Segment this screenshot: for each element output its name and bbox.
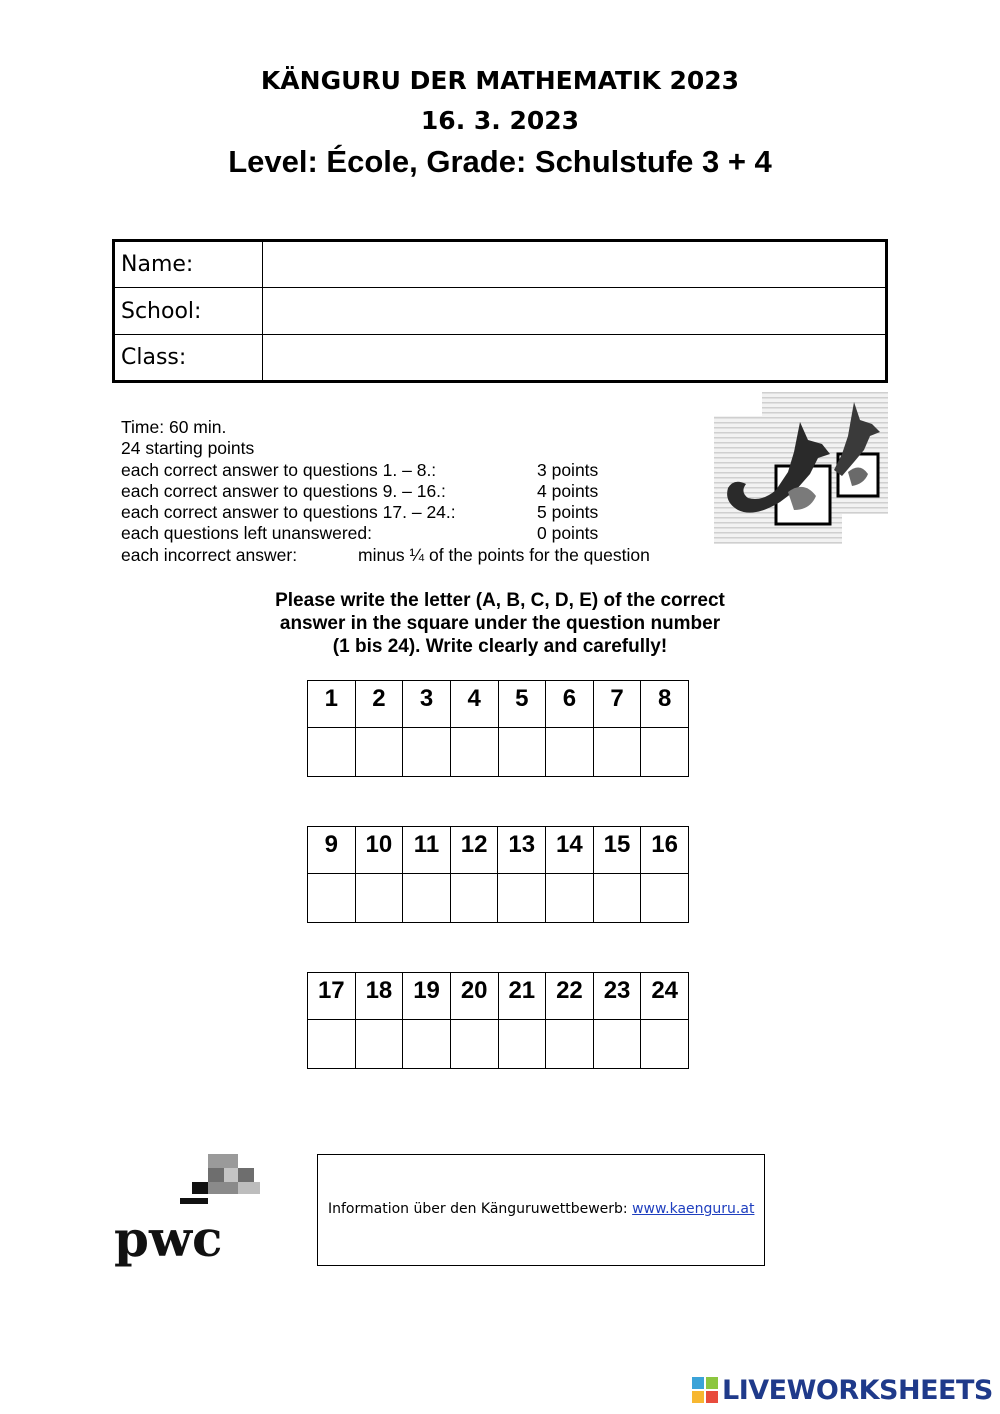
question-number: 16 xyxy=(641,827,689,874)
question-number: 17 xyxy=(308,973,356,1020)
rule-q9-16-points: 4 points xyxy=(537,480,599,501)
kaenguru-link[interactable]: www.kaenguru.at xyxy=(632,1201,755,1217)
question-number: 11 xyxy=(403,827,451,874)
kangaroo-logo-icon xyxy=(714,392,888,544)
answer-grid-1-8 xyxy=(307,680,689,777)
question-number: 4 xyxy=(450,681,498,728)
answer-box[interactable] xyxy=(450,728,498,777)
answer-box[interactable] xyxy=(593,728,641,777)
rule-q17-24: each correct answer to questions 17. – 24.: xyxy=(121,502,456,523)
info-text xyxy=(328,1201,754,1217)
student-info-table xyxy=(112,239,888,383)
answer-box[interactable] xyxy=(308,874,356,923)
question-number: 6 xyxy=(546,681,594,728)
rule-incorrect: each incorrect answer: xyxy=(121,544,298,565)
class-label: Class: xyxy=(114,335,263,382)
pwc-logo xyxy=(114,1152,264,1272)
question-number: 22 xyxy=(546,973,594,1020)
question-number: 12 xyxy=(450,827,498,874)
school-row xyxy=(114,288,887,335)
answer-box[interactable] xyxy=(308,728,356,777)
question-number: 10 xyxy=(355,827,403,874)
answer-box[interactable] xyxy=(546,728,594,777)
starting-points: 24 starting points xyxy=(121,438,255,459)
rule-q17-24-points: 5 points xyxy=(537,502,599,523)
rule-q9-16: each correct answer to questions 9. – 16.: xyxy=(121,480,446,501)
answer-box[interactable] xyxy=(498,1020,546,1069)
answer-box[interactable] xyxy=(403,1020,451,1069)
question-number: 13 xyxy=(498,827,546,874)
question-number: 7 xyxy=(593,681,641,728)
question-number: 15 xyxy=(593,827,641,874)
name-field[interactable] xyxy=(263,241,887,288)
instructions xyxy=(0,589,1000,658)
rule-unanswered: each questions left unanswered: xyxy=(121,523,372,544)
contest-title: KÄNGURU DER MATHEMATIK 2023 xyxy=(260,66,740,95)
contest-date: 16. 3. 2023 xyxy=(420,106,580,135)
question-number: 20 xyxy=(450,973,498,1020)
answer-box[interactable] xyxy=(641,1020,689,1069)
answer-box[interactable] xyxy=(498,874,546,923)
school-field[interactable] xyxy=(263,288,887,335)
answer-box[interactable] xyxy=(641,728,689,777)
answer-box[interactable] xyxy=(450,874,498,923)
answer-box[interactable] xyxy=(498,728,546,777)
answer-box[interactable] xyxy=(641,874,689,923)
name-label: Name: xyxy=(114,241,263,288)
scoring-rules xyxy=(121,417,650,566)
rule-q1-8: each correct answer to questions 1. – 8.: xyxy=(121,459,437,480)
liveworksheets-brand xyxy=(692,1374,993,1406)
time-limit: Time: 60 min. xyxy=(121,417,227,437)
question-number: 9 xyxy=(308,827,356,874)
question-number: 1 xyxy=(308,681,356,728)
question-number: 5 xyxy=(498,681,546,728)
name-row xyxy=(114,241,887,288)
question-number: 18 xyxy=(355,973,403,1020)
question-number: 14 xyxy=(546,827,594,874)
class-field[interactable] xyxy=(263,335,887,382)
answer-box[interactable] xyxy=(546,1020,594,1069)
question-number: 8 xyxy=(641,681,689,728)
answer-box[interactable] xyxy=(355,874,403,923)
question-number: 24 xyxy=(641,973,689,1020)
answer-box[interactable] xyxy=(450,1020,498,1069)
rule-q1-8-points: 3 points xyxy=(537,459,599,480)
answer-box[interactable] xyxy=(593,874,641,923)
instructions-line-1: Please write the letter (A, B, C, D, E) of the correct xyxy=(275,590,725,611)
answer-box[interactable] xyxy=(403,728,451,777)
answer-box[interactable] xyxy=(308,1020,356,1069)
rule-incorrect-points: minus ¼ of the points for the question xyxy=(358,544,650,565)
question-number: 21 xyxy=(498,973,546,1020)
answer-box[interactable] xyxy=(546,874,594,923)
pwc-wordmark: pwc xyxy=(114,1209,223,1268)
liveworksheets-wordmark: LIVEWORKSHEETS xyxy=(722,1374,993,1406)
instructions-line-3: (1 bis 24). Write clearly and carefully! xyxy=(332,636,668,657)
question-number: 2 xyxy=(355,681,403,728)
answer-box[interactable] xyxy=(403,874,451,923)
level-grade: Level: École, Grade: Schulstufe 3 + 4 xyxy=(228,144,772,179)
info-box xyxy=(317,1154,765,1266)
rule-unanswered-points: 0 points xyxy=(537,523,599,544)
answer-box[interactable] xyxy=(355,1020,403,1069)
instructions-line-2: answer in the square under the question number xyxy=(279,613,721,634)
school-label: School: xyxy=(114,288,263,335)
liveworksheets-logo-icon xyxy=(692,1377,718,1403)
question-number: 23 xyxy=(593,973,641,1020)
question-number: 19 xyxy=(403,973,451,1020)
info-label: Information über den Känguruwettbewerb: xyxy=(328,1201,633,1217)
answer-box[interactable] xyxy=(593,1020,641,1069)
question-number: 3 xyxy=(403,681,451,728)
answer-box[interactable] xyxy=(355,728,403,777)
answer-grid-17-24 xyxy=(307,972,689,1069)
class-row xyxy=(114,335,887,382)
answer-grid-9-16 xyxy=(307,826,689,923)
